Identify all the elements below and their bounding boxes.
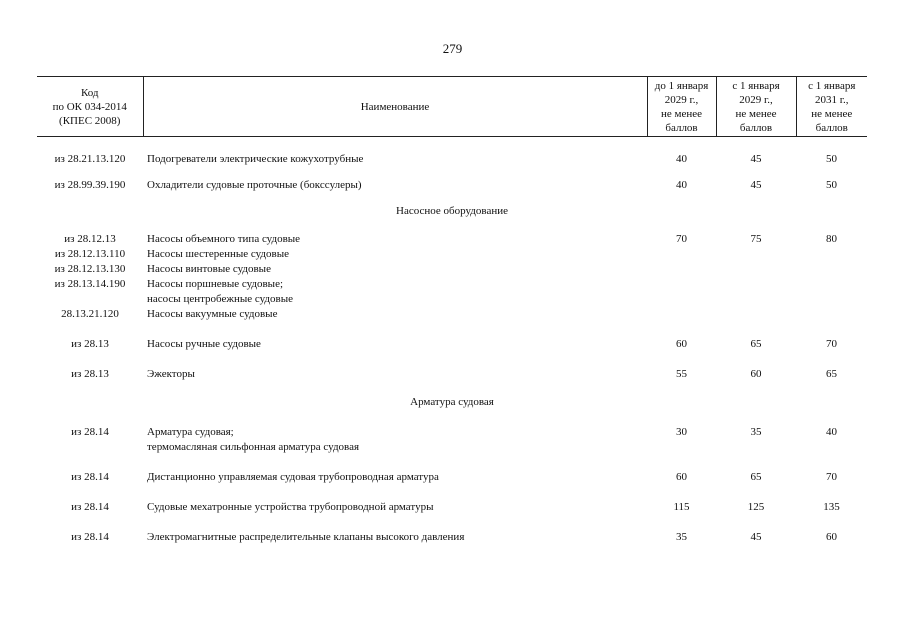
header-col2-line: не менее xyxy=(735,108,777,120)
product-code: 28.13.21.120 xyxy=(61,308,119,320)
header-col1-line: баллов xyxy=(665,122,698,134)
score-until-2029: 35 xyxy=(676,531,687,543)
product-name: Насосы шестеренные судовые xyxy=(147,248,289,260)
product-code: из 28.12.13 xyxy=(64,233,116,245)
header-col3-line: баллов xyxy=(815,122,848,134)
header-col3-line: с 1 января xyxy=(808,80,856,92)
score-from-2029: 65 xyxy=(750,338,762,350)
score-until-2029: 70 xyxy=(676,233,687,245)
product-name: термомасляная сильфонная арматура судовая xyxy=(147,441,360,453)
table-body xyxy=(37,137,867,546)
product-code: из 28.14 xyxy=(71,501,109,513)
table-header xyxy=(37,77,867,137)
score-from-2029: 45 xyxy=(750,531,762,543)
score-from-2031: 70 xyxy=(826,338,837,350)
header-col2 xyxy=(716,77,796,137)
score-from-2031: 70 xyxy=(826,471,837,483)
header-col3 xyxy=(796,77,867,137)
table-row xyxy=(37,137,867,168)
product-name: Насосы винтовые судовые xyxy=(147,263,271,275)
product-code xyxy=(39,292,141,307)
section-heading: Арматура судовая xyxy=(410,396,494,408)
table-row xyxy=(37,485,867,515)
product-codes xyxy=(37,137,143,168)
score-from-2031: 60 xyxy=(826,531,837,543)
table-row xyxy=(37,515,867,545)
product-names xyxy=(143,485,647,515)
table-row xyxy=(37,219,867,322)
product-names xyxy=(143,352,647,382)
score-until-2029: 60 xyxy=(676,338,687,350)
score-from-2031: 65 xyxy=(826,368,837,380)
product-code: из 28.12.13.110 xyxy=(54,248,126,260)
table-row xyxy=(37,167,867,193)
product-code: из 28.14 xyxy=(71,531,109,543)
score-until-2029: 60 xyxy=(676,471,687,483)
product-code: из 28.13 xyxy=(71,338,109,350)
score-from-2029: 75 xyxy=(750,233,762,245)
score-from-2029: 35 xyxy=(750,426,762,438)
score-from-2031: 50 xyxy=(826,179,837,191)
product-name: Арматура судовая; xyxy=(147,426,234,438)
section-heading-row xyxy=(37,193,867,219)
table-row xyxy=(37,352,867,382)
score-from-2029: 60 xyxy=(750,368,762,380)
product-name: Дистанционно управляемая судовая трубопроводная арматура xyxy=(147,471,439,483)
score-from-2031: 50 xyxy=(826,153,837,165)
score-from-2029: 45 xyxy=(750,153,762,165)
score-until-2029: 30 xyxy=(676,426,687,438)
product-codes xyxy=(37,485,143,515)
header-col3-line: 2031 г., xyxy=(814,94,849,106)
product-code: из 28.99.39.190 xyxy=(54,179,126,191)
score-from-2029: 125 xyxy=(747,501,765,513)
product-name: Эжекторы xyxy=(147,368,195,380)
header-name: Наименование xyxy=(143,77,647,137)
header-code-line: по ОК 034-2014 xyxy=(52,101,127,113)
product-names xyxy=(143,219,647,322)
table-row xyxy=(37,322,867,352)
product-name: Насосы объемного типа судовые xyxy=(147,233,301,245)
score-from-2029: 45 xyxy=(750,179,762,191)
product-codes xyxy=(37,219,143,322)
product-names xyxy=(143,455,647,485)
score-from-2031: 80 xyxy=(826,233,837,245)
header-col1-line: 2029 г., xyxy=(664,94,699,106)
header-row xyxy=(37,77,867,137)
product-codes xyxy=(37,455,143,485)
score-until-2029: 40 xyxy=(676,179,687,191)
header-col1 xyxy=(647,77,716,137)
header-col1-line: до 1 января xyxy=(654,80,709,92)
header-code-line: (КПЕС 2008) xyxy=(59,115,121,127)
section-heading-row xyxy=(37,382,867,410)
product-names xyxy=(143,167,647,193)
product-name: Судовые мехатронные устройства трубопроводной арматуры xyxy=(147,501,434,513)
table-row xyxy=(37,455,867,485)
score-until-2029: 55 xyxy=(676,368,687,380)
table-row xyxy=(37,410,867,455)
product-names xyxy=(143,515,647,545)
header-col3-line: не менее xyxy=(811,108,853,120)
product-name: насосы центробежные судовые xyxy=(147,293,293,305)
product-code: из 28.13 xyxy=(71,368,109,380)
product-names xyxy=(143,137,647,168)
products-score-table xyxy=(37,76,867,545)
product-names xyxy=(143,410,647,455)
product-codes xyxy=(37,515,143,545)
header-col2-line: баллов xyxy=(739,122,773,134)
product-code: из 28.14 xyxy=(71,426,109,438)
score-until-2029: 115 xyxy=(673,501,690,513)
product-codes xyxy=(37,352,143,382)
product-name: Электромагнитные распределительные клапаны высокого давления xyxy=(147,531,465,543)
product-code: из 28.13.14.190 xyxy=(54,278,126,290)
product-names xyxy=(143,322,647,352)
product-codes xyxy=(37,322,143,352)
product-codes xyxy=(37,410,143,455)
product-name: Насосы поршневые судовые; xyxy=(147,278,284,290)
product-code: из 28.14 xyxy=(71,471,109,483)
product-name: Насосы вакуумные судовые xyxy=(147,308,278,320)
header-col2-line: с 1 января xyxy=(732,80,780,92)
section-heading: Насосное оборудование xyxy=(396,205,508,217)
product-code: из 28.21.13.120 xyxy=(54,153,126,165)
product-name: Охладители судовые проточные (боксcулеры) xyxy=(147,179,362,191)
header-code-line: Код xyxy=(80,87,99,99)
page-number: 279 xyxy=(442,41,463,56)
product-name: Насосы ручные судовые xyxy=(147,338,261,350)
score-from-2031: 135 xyxy=(823,501,840,513)
product-codes xyxy=(37,167,143,193)
header-col1-line: не менее xyxy=(660,108,702,120)
header-col2-line: 2029 г., xyxy=(739,94,773,106)
score-until-2029: 40 xyxy=(676,153,687,165)
header-code xyxy=(37,77,143,137)
product-code: из 28.12.13.130 xyxy=(54,263,126,275)
score-from-2029: 65 xyxy=(750,471,762,483)
score-from-2031: 40 xyxy=(826,426,837,438)
product-name: Подогреватели электрические кожухотрубные xyxy=(147,153,364,165)
